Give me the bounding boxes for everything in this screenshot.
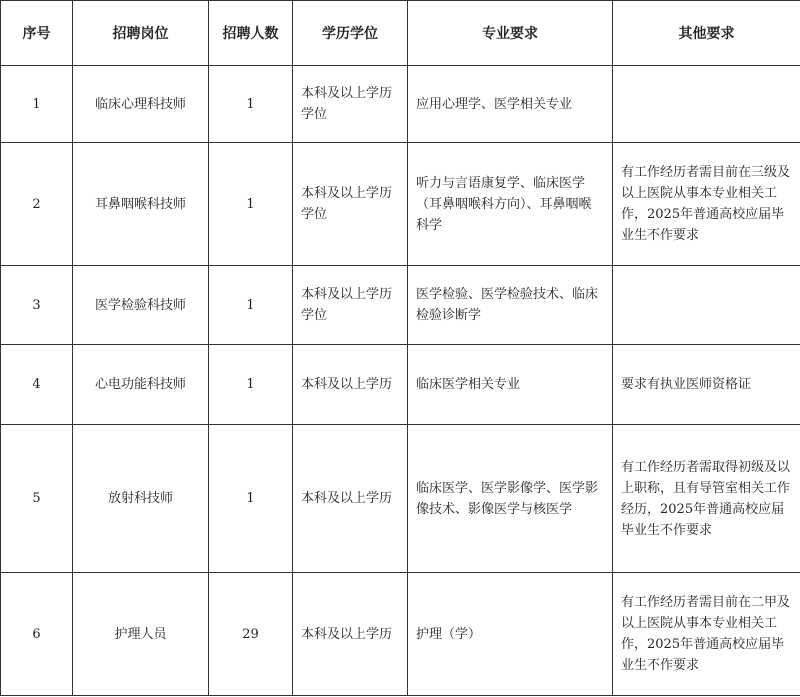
table-row bbox=[1, 143, 800, 266]
cell-no: 4 bbox=[1, 345, 73, 425]
cell-major: 应用心理学、医学相关专业 bbox=[408, 66, 613, 143]
cell-no: 2 bbox=[1, 143, 73, 266]
cell-education: 本科及以上学历学位 bbox=[293, 66, 408, 143]
cell-no: 6 bbox=[1, 573, 73, 696]
cell-no: 3 bbox=[1, 266, 73, 345]
cell-position: 心电功能科技师 bbox=[73, 345, 209, 425]
header-other: 其他要求 bbox=[613, 1, 800, 66]
cell-other: 有工作经历者需取得初级及以上职称，且有导管室相关工作经历，2025年普通高校应届毕业生不作要求 bbox=[613, 425, 800, 573]
header-position: 招聘岗位 bbox=[73, 1, 209, 66]
cell-position: 医学检验科技师 bbox=[73, 266, 209, 345]
cell-position: 临床心理科技师 bbox=[73, 66, 209, 143]
cell-education: 本科及以上学历 bbox=[293, 573, 408, 696]
header-no: 序号 bbox=[1, 1, 73, 66]
cell-major: 护理（学） bbox=[408, 573, 613, 696]
cell-education: 本科及以上学历学位 bbox=[293, 266, 408, 345]
cell-count: 1 bbox=[209, 425, 293, 573]
cell-other: 有工作经历者需目前在三级及以上医院从事本专业相关工作，2025年普通高校应届毕业生不作要求 bbox=[613, 143, 800, 266]
cell-position: 护理人员 bbox=[73, 573, 209, 696]
table-row bbox=[1, 266, 800, 345]
cell-count: 1 bbox=[209, 66, 293, 143]
table-row bbox=[1, 573, 800, 696]
table-row bbox=[1, 425, 800, 573]
cell-major: 医学检验、医学检验技术、临床检验诊断学 bbox=[408, 266, 613, 345]
cell-major: 临床医学、医学影像学、医学影像技术、影像医学与核医学 bbox=[408, 425, 613, 573]
table-row bbox=[1, 66, 800, 143]
cell-count: 1 bbox=[209, 143, 293, 266]
header-row bbox=[1, 1, 800, 66]
cell-other: 要求有执业医师资格证 bbox=[613, 345, 800, 425]
header-major: 专业要求 bbox=[408, 1, 613, 66]
cell-count: 29 bbox=[209, 573, 293, 696]
cell-no: 1 bbox=[1, 66, 73, 143]
cell-other bbox=[613, 266, 800, 345]
cell-education: 本科及以上学历学位 bbox=[293, 143, 408, 266]
cell-no: 5 bbox=[1, 425, 73, 573]
cell-major: 临床医学相关专业 bbox=[408, 345, 613, 425]
cell-other bbox=[613, 66, 800, 143]
table-row bbox=[1, 345, 800, 425]
cell-position: 放射科技师 bbox=[73, 425, 209, 573]
header-education: 学历学位 bbox=[293, 1, 408, 66]
header-count: 招聘人数 bbox=[209, 1, 293, 66]
cell-other: 有工作经历者需目前在二甲及以上医院从事本专业相关工作，2025年普通高校应届毕业生不作要求 bbox=[613, 573, 800, 696]
cell-education: 本科及以上学历 bbox=[293, 425, 408, 573]
cell-count: 1 bbox=[209, 266, 293, 345]
cell-position: 耳鼻咽喉科技师 bbox=[73, 143, 209, 266]
cell-education: 本科及以上学历 bbox=[293, 345, 408, 425]
cell-count: 1 bbox=[209, 345, 293, 425]
cell-major: 听力与言语康复学、临床医学（耳鼻咽喉科方向）、耳鼻咽喉科学 bbox=[408, 143, 613, 266]
